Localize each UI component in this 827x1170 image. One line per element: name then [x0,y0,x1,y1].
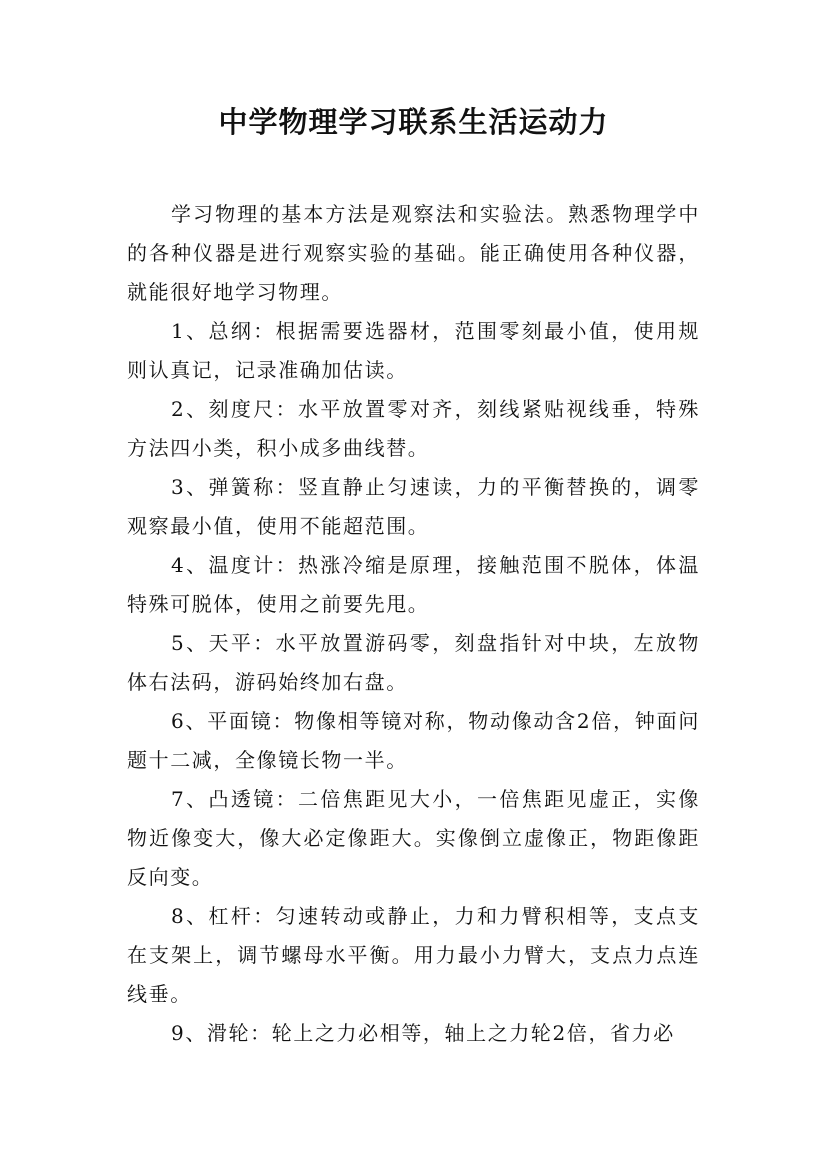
document-title: 中学物理学习联系生活运动力 [218,105,609,139]
paragraph-pulley: 9、滑轮：轮上之力必相等，轴上之力轮2倍，省力必 [171,1021,675,1045]
paragraph-general: 1、总纲：根据需要选器材，范围零刻最小值，使用规则认真记，记录准确加估读。 [127,319,700,382]
intro-paragraph: 学习物理的基本方法是观察法和实验法。熟悉物理学中的各种仪器是进行观察实验的基础。能正确使用各种仪器，就能很好地学习物理。 [127,202,700,304]
document-body [127,195,700,1053]
paragraph-plane-mirror: 6、平面镜：物像相等镜对称，物动像动含2倍，钟面问题十二减，全像镜长物一半。 [127,709,700,772]
paragraph-convex-lens: 7、凸透镜：二倍焦距见大小，一倍焦距见虚正，实像物近像变大，像大必定像距大。实像倒立虚像正，物距像距反向变。 [127,787,700,889]
paragraph-balance: 5、天平：水平放置游码零，刻盘指针对中块，左放物体右法码，游码始终加右盘。 [127,631,700,694]
paragraph-ruler: 2、刻度尺：水平放置零对齐，刻线紧贴视线垂，特殊方法四小类，积小成多曲线替。 [127,397,700,460]
paragraph-lever: 8、杠杆：匀速转动或静止，力和力臂积相等，支点支在支架上，调节螺母水平衡。用力最小力臂大，支点力点连线垂。 [127,904,700,1006]
paragraph-spring-scale: 3、弹簧称：竖直静止匀速读，力的平衡替换的，调零观察最小值，使用不能超范围。 [127,475,700,538]
paragraph-thermometer: 4、温度计：热涨冷缩是原理，接触范围不脱体，体温特殊可脱体，使用之前要先甩。 [127,553,700,616]
